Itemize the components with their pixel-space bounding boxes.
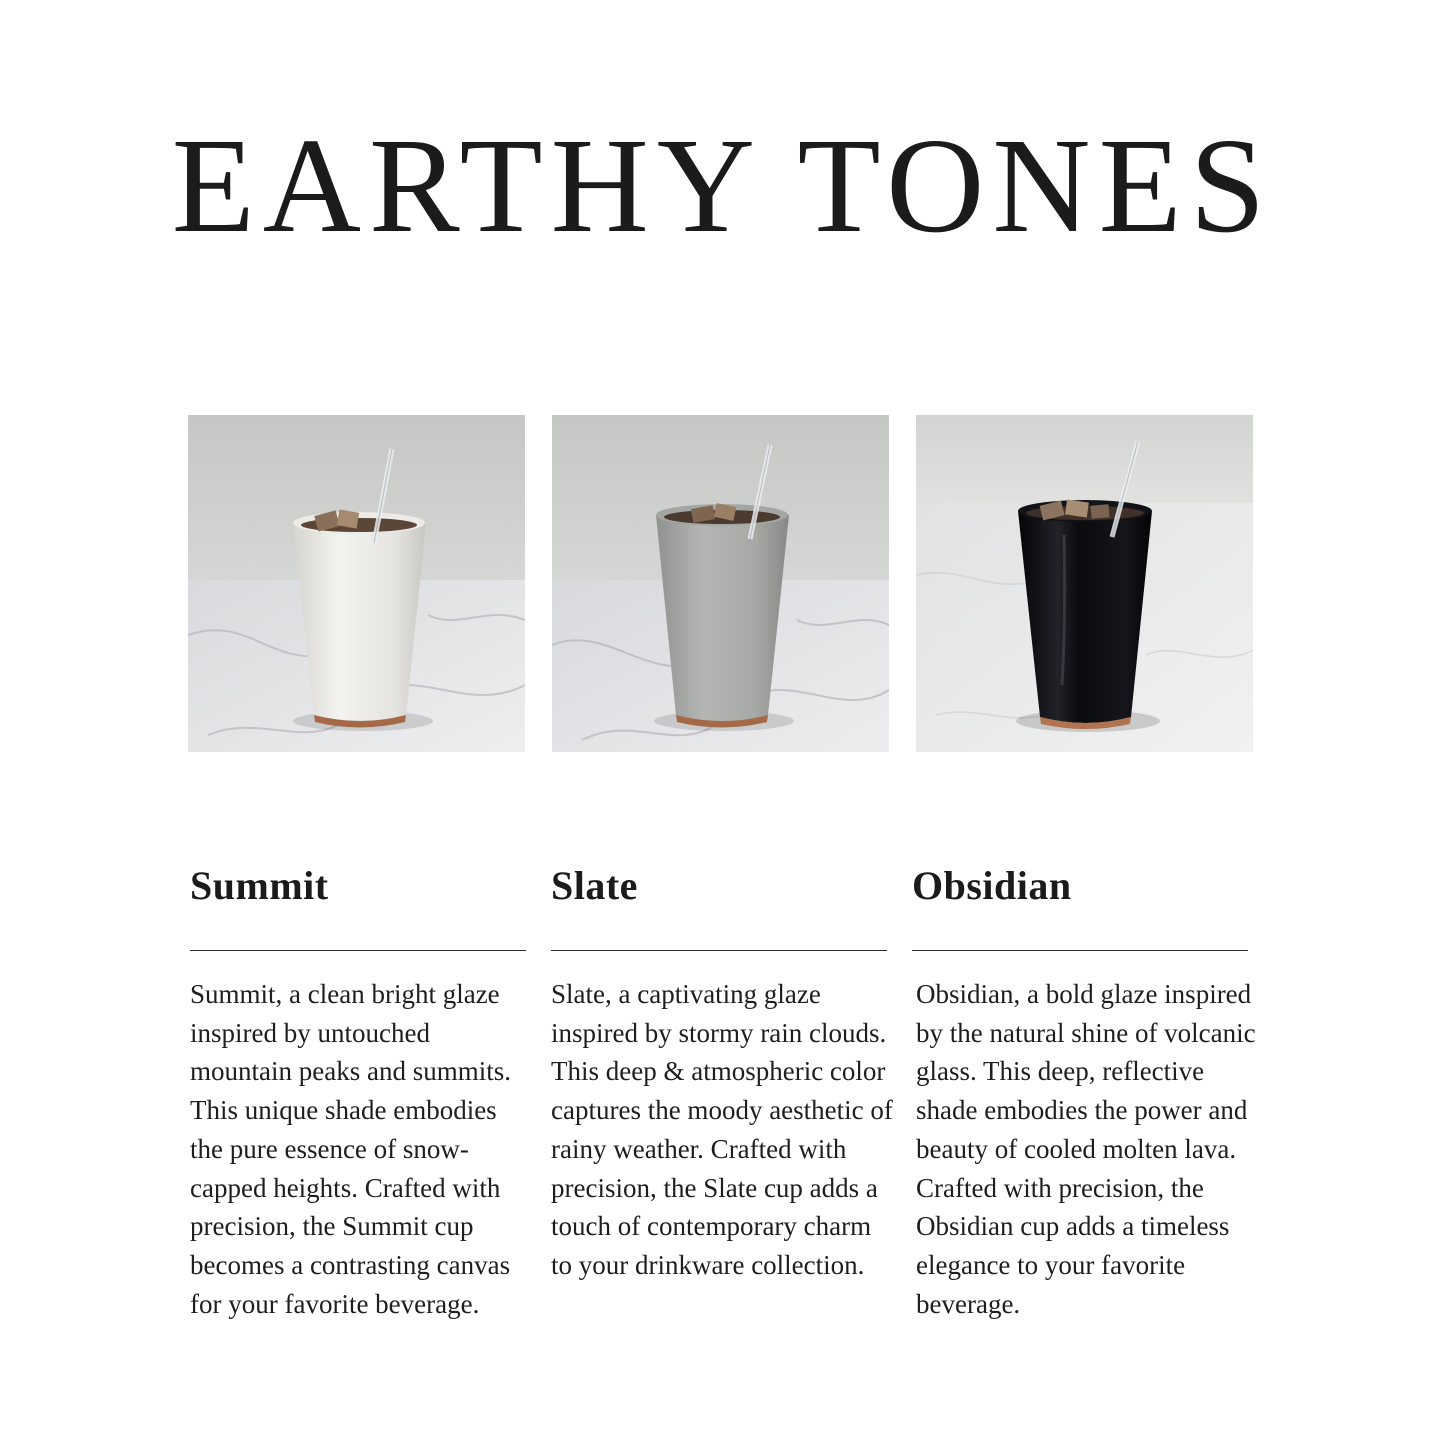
slate-cup-photo <box>552 415 889 752</box>
product-name: Slate <box>551 863 638 908</box>
product-name: Obsidian <box>912 863 1072 908</box>
summit-cup-photo <box>188 415 525 752</box>
divider <box>551 950 887 951</box>
divider <box>912 950 1248 951</box>
product-description: Summit, a clean bright glaze inspired by untouched mountain peaks and summits. This unique shade embodies the pure essence of snow-capped heights. Crafted with precision, the Summit cup becomes a contrasting canvas for your favorite beverage. <box>190 979 511 1319</box>
divider <box>190 950 526 951</box>
product-column-obsidian <box>912 862 1256 1323</box>
product-description: Obsidian, a bold glaze inspired by the natural shine of volcanic glass. This deep, reflective shade embodies the power and beauty of cooled molten lava. Crafted with precision, the Obsidian cup adds a timeless elegance to your favorite beverage. <box>916 979 1256 1319</box>
product-name: Summit <box>190 863 329 908</box>
product-description: Slate, a captivating glaze inspired by stormy rain clouds. This deep & atmospheric color captures the moody aesthetic of rainy weather. Crafted with precision, the Slate cup adds a touch of contemporary charm to your drinkware collection. <box>551 979 893 1280</box>
obsidian-cup-photo <box>916 415 1253 752</box>
product-column-summit <box>190 862 530 1323</box>
product-column-slate <box>551 862 891 1285</box>
page-title: EARTHY TONES <box>171 111 1274 261</box>
